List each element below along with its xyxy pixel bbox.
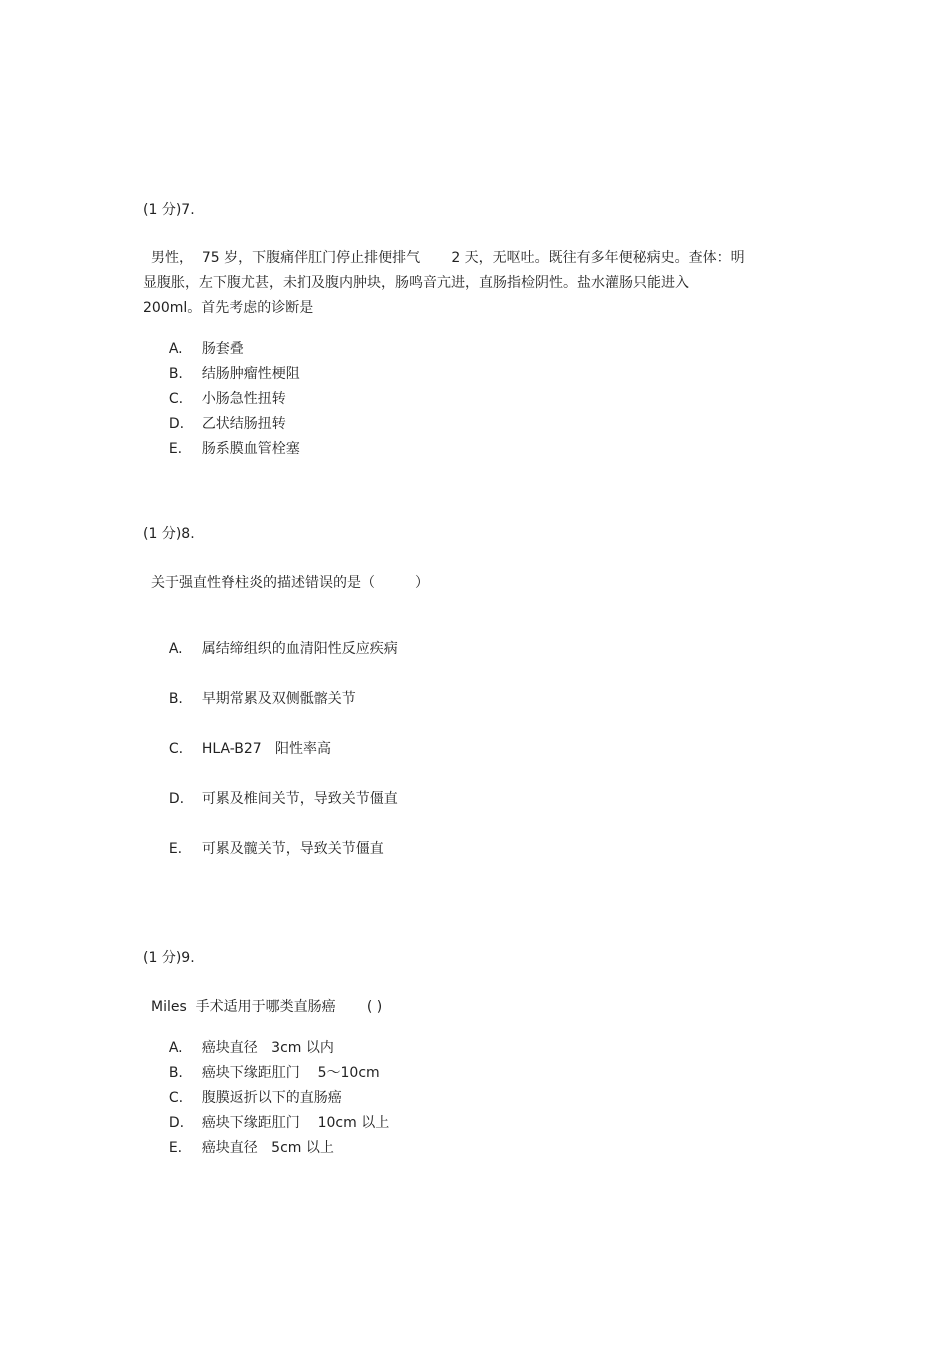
option-letter: C.	[168, 391, 184, 407]
option-letter: D.	[168, 416, 185, 432]
option-text: 小肠急性扭转	[201, 391, 286, 407]
option-text: 早期常累及双侧骶髂关节	[201, 691, 356, 707]
question-stem-line: Miles 手术适用于哪类直肠癌 ( )	[151, 999, 383, 1015]
question-stem-line: 男性， 75 岁，下腹痛伴肛门停止排便排气 2 天，无呕吐。既往有多年便秘病史。查体：明	[151, 250, 745, 266]
option-letter: B.	[168, 366, 183, 382]
option-letter: C.	[168, 741, 184, 757]
option-letter: A.	[168, 341, 183, 357]
option-a[interactable]	[151, 622, 398, 674]
option-letter: B.	[168, 1065, 183, 1081]
option-c[interactable]	[151, 722, 331, 774]
option-text: 肠套叠	[201, 341, 244, 357]
question-header: (1 分)9.	[143, 950, 195, 966]
option-text: HLA-B27 阳性率高	[201, 741, 332, 757]
option-letter: D.	[168, 1115, 185, 1131]
option-b[interactable]	[151, 672, 356, 724]
option-letter: C.	[168, 1090, 184, 1106]
option-text: 可累及髋关节，导致关节僵直	[201, 841, 384, 857]
option-e[interactable]	[151, 1121, 334, 1173]
option-text: 腹膜返折以下的直肠癌	[201, 1090, 342, 1106]
option-letter: B.	[168, 691, 183, 707]
option-e[interactable]	[151, 422, 300, 474]
question-stem-line: 200ml。首先考虑的诊断是	[143, 300, 314, 316]
question-header: (1 分)7.	[143, 202, 195, 218]
option-text: 癌块直径 3cm 以内	[201, 1040, 334, 1056]
option-text: 癌块下缘距肛门 10cm 以上	[201, 1115, 390, 1131]
option-text: 乙状结肠扭转	[201, 416, 286, 432]
question-stem-line: 关于强直性脊柱炎的描述错误的是（ ）	[151, 575, 430, 591]
option-letter: E.	[168, 841, 183, 857]
option-text: 结肠肿瘤性梗阻	[201, 366, 300, 382]
option-e[interactable]	[151, 822, 384, 874]
option-letter: D.	[168, 791, 185, 807]
option-letter: E.	[168, 1140, 183, 1156]
option-text: 癌块下缘距肛门 5～10cm	[201, 1065, 380, 1081]
option-letter: A.	[168, 641, 183, 657]
question-header: (1 分)8.	[143, 526, 195, 542]
option-letter: A.	[168, 1040, 183, 1056]
option-d[interactable]	[151, 772, 398, 824]
option-text: 属结缔组织的血清阳性反应疾病	[201, 641, 398, 657]
option-text: 肠系膜血管栓塞	[201, 441, 300, 457]
option-text: 可累及椎间关节，导致关节僵直	[201, 791, 398, 807]
option-letter: E.	[168, 441, 183, 457]
option-text: 癌块直径 5cm 以上	[201, 1140, 334, 1156]
question-stem-line: 显腹胀，左下腹尤甚，未扪及腹内肿块，肠鸣音亢进，直肠指检阴性。盐水灌肠只能进入	[143, 275, 689, 291]
